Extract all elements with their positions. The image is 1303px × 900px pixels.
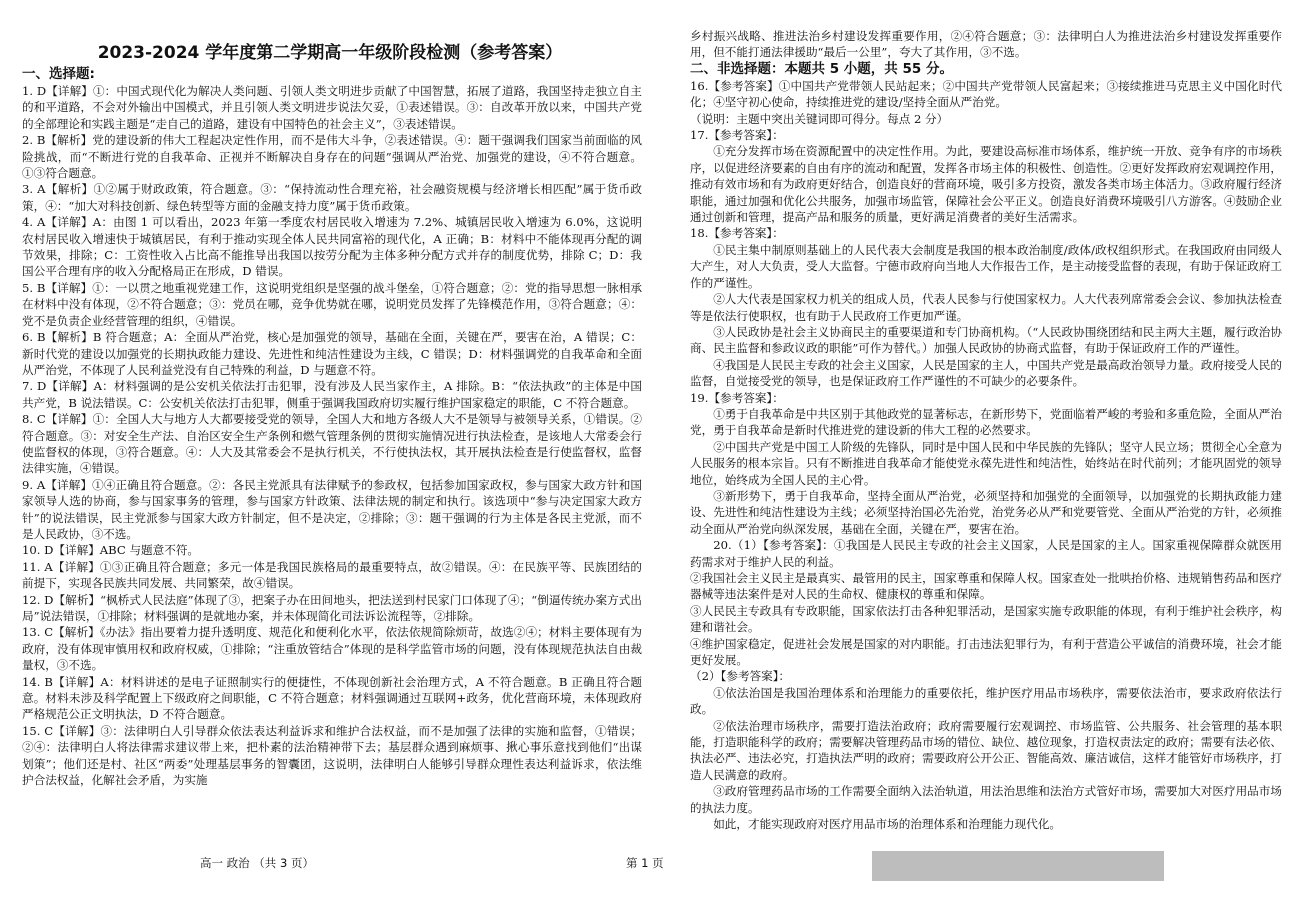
answer-20-part-1: 20.（1）【参考答案】：①我国是人民民主专政的社会主义国家，人民是国家的主人。国家重视保障群众就医用药需求对于维护人民的利益。 — [690, 538, 1282, 569]
answer-19-point-1: ①勇于自我革命是中共区别于其他政党的显著标志，在新形势下，党面临着严峻的考验和多重危险，全面从严治党，勇于自我革命是新时代推进党的建设新的伟大工程的必然要求。 — [690, 406, 1282, 438]
answer-15-continued: 乡村振兴战略、推进法治乡村建设发挥重要作用，②④符合题意；③：法律明白人为推进法治乡村建设发挥重要作用，但不能打通法律援助“最后一公里”，夸大了其作用，③不选。 — [690, 29, 1282, 60]
footer-page-number: 第 1 页 — [626, 856, 664, 870]
answer-item-6: 6. B【解析】B 符合题意；A：全面从严治党，核心是加强党的领导，基础在全面，关键在严，要害在治，A 错误；C：新时代党的建设以加强党的长期执政能力建设、先进性和纯洁性建设为主线，C 错误；D：材料强调党的自我革命和全面从严治党，不体现了人民利益党没有自己特殊的利益，D 与题意不符。 — [22, 330, 642, 377]
answer-item-13: 13. C【解析】《办法》指出要着力提升透明度、规范化和便利化水平，依法依规简除烦苛，故选②④；材料主要体现有为政府，没有体现审慎用权和政府权威，①排除；“注重放管结合”体现的是科学监管市场的问题，没有体现规范执法自由裁量权，③不选。 — [22, 625, 642, 673]
answer-20-point-4: ④维护国家稳定，促进社会发展是国家的对内职能。打击违法犯罪行为，有利于营造公平诚信的消费环境，社会才能更好发展。 — [690, 636, 1282, 668]
answer-20-part-2-heading: （2）【参考答案】： — [690, 669, 791, 684]
answer-item-12: 12. D【解析】“枫桥式人民法庭”体现了③，把案子办在田间地头，把法送到村民家门口体现了④；“倒逼传统办案方式出局”说法错误，①排除；材料强调的是就地办案，并未体现简化司法诉讼流程等，②排除。 — [22, 592, 642, 623]
section-heading-nonchoice: 二、非选择题：本题共 5 小题，共 55 分。 — [690, 60, 953, 77]
answer-item-15: 15. C【详解】③：法律明白人引导群众依法表达利益诉求和维护合法权益，而不是加强了法律的实施和监督，①错误；②④：法律明白人将法律需求建议带上来，把朴素的法治精神带下去；基层群众遇到麻烦事、揪心事乐意找到他们“出谋划策”；他们还是村、社区“两委”处理基层事务的智囊团，这说明，法律明白人能够引导群众理性表达利益诉求，依法维护合法权益，化解社会矛盾，为实施 — [22, 723, 642, 788]
answer-17-heading: 17.【参考答案】： — [690, 128, 784, 143]
answer-item-1: 1. D【详解】①：中国式现代化为解决人类问题、引领人类文明进步贡献了中国智慧，拓展了道路，我国坚持走独立自主的和平道路，不会对外输出中国模式，并且引领人类文明进步说法欠妥，①表述错误。③：自改革开放以来，中国共产党的全部理论和实践主题是“走自己的道路，建设有中国特色的社会主义”，③表述错误。 — [22, 84, 642, 131]
answer-18-point-4: ④我国是人民民主专政的社会主义国家，人民是国家的主人，中国共产党是最高政治领导力量。政府接受人民的监督，自觉接受党的领导，也是保证政府工作严谨性的不可缺少的必要条件。 — [690, 357, 1282, 389]
answer-20-conclusion: 如此，才能实现政府对医疗用品市场的治理体系和治理能力现代化。 — [713, 817, 1062, 832]
answer-item-9: 9. A【详解】①④正确且符合题意。②：各民主党派具有法律赋予的参政权，包括参加国家政权，参与国家大政方针和国家领导人选的协商，参与国家事务的管理，参与国家方针政策、法律法规的制定和执行。该选项中“参与决定国家大政方针”的说法错误，民主党派参与国家大政方针制定，但不是决定，②排除；③：题干强调的行为主体是各民主党派，而不是人民政协，③不选。 — [22, 477, 642, 541]
redaction-box — [872, 851, 1164, 881]
left-column — [22, 66, 642, 788]
answer-item-11: 11. A【详解】①③正确且符合题意；多元一体是我国民族格局的最重要特点，故②错误。④：在民族平等、民族团结的前提下，实现各民族共同发展、共同繁荣，故④错误。 — [22, 559, 642, 591]
answer-19-point-2: ②中国共产党是中国工人阶级的先锋队，同时是中国人民和中华民族的先锋队；坚守人民立场；贯彻全心全意为人民服务的根本宗旨。只有不断推进自我革命才能使党永葆先进性和纯洁性，始终站在时代前列；才能巩固党的领导地位，始终成为全国人民的主心骨。 — [690, 439, 1282, 487]
page-title: 2023-2024 学年度第二学期高一年级阶段检测（参考答案） — [97, 43, 563, 63]
answer-16-note: （说明：主题中突出关键词即可得分。每点 2 分） — [690, 111, 949, 126]
answer-20-point-3: ③人民民主专政具有专政职能，国家依法打击各种犯罪活动，是国家实施专政职能的体现，有利于维护社会秩序，构建和谐社会。 — [690, 603, 1282, 635]
answer-20-point-2: ②我国社会主义民主是最真实、最管用的民主，国家尊重和保障人权。国家查处一批哄抬价格、违规销售药品和医疗器械等违法案件是对人民的生命权、健康权的尊重和保障。 — [690, 571, 1282, 602]
answer-item-4: 4. A【详解】A：由图 1 可以看出，2023 年第一季度农村居民收入增速为 7.2%、城镇居民收入增速为 6.0%，这说明农村居民收入增速快于城镇居民，有利于推动实现全体人民共同富裕的现代化，A 正确；B：材料中不能体现再分配的调节效果，排除；C：工资性收入占比高不能推导出我国以按劳分配为主体多种分配方式并存的制度优势，排除 C；D：我国公平合理有序的收入分配格局正在形成，D 错误。 — [22, 215, 642, 279]
footer-subject: 高一 政治 （共 3 页） — [200, 856, 314, 870]
answer-item-8: 8. C【详解】①：全国人大与地方人大都要接受党的领导，全国人大和地方各级人大不是领导与被领导关系，①错误。②符合题意。③：对安全生产法、自治区安全生产条例和燃气管理条例的贯彻实施情况进行执法检查，是该地人大常委会行使监督权的体现，③符合题意。④：人大及其常委会不是执行机关，不行使执法权，其开展执法检查是行使监督权，监督法律实施，④错误。 — [22, 412, 642, 476]
answer-18-point-2: ②人大代表是国家权力机关的组成人员，代表人民参与行使国家权力。人大代表列席常委会会议、参加执法检查等是依法行使职权，也有助于人民政府工作更加严谨。 — [690, 292, 1282, 323]
section-heading-choice: 一、选择题: — [22, 66, 95, 82]
answer-20-part-2-point-3: ③政府管理药品市场的工作需要全面纳入法治轨道，用法治思维和法治方式管好市场，需要加大对医疗用品市场的执法力度。 — [690, 784, 1282, 815]
answer-18-point-1: ①民主集中制原则基础上的人民代表大会制度是我国的根本政治制度/政体/政权组织形式。在我国政府由同级人大产生，对人大负责，受人大监督。宁德市政府向当地人大作报告工作，是主动接受监督的表现，有助于保证政府工作的严谨性。 — [690, 242, 1282, 290]
answer-19-point-3: ③新形势下，勇于自我革命，坚持全面从严治党，必须坚持和加强党的全面领导，以加强党的长期执政能力建设、先进性和纯洁性建设为主线；必须坚持治国必先治党，治党务必从严和党要管党、全面从严治党的方针，必须推动全面从严治党向纵深发展，基础在全面，关键在严，要害在治。 — [690, 488, 1282, 536]
answer-17-body: ①充分发挥市场在资源配置中的决定性作用。为此，要建设高标准市场体系，维护统一开放、竞争有序的市场秩序，以促进经济要素的自由有序的流动和配置，发挥各市场主体的积极性、创造性。②更好发挥政府宏观调控作用，推动有效市场和有为政府更好结合，创造良好的营商环境，吸引多方投资，激发各类市场主体活力。③政府履行经济职能，通过加强和优化公共服务，加强市场监管，保障社会公平正义。创造良好消费环境吸引八方游客。④鼓励企业通过创新和管理，提高产品和服务的质量，更好满足消费者的美好生活需求。 — [690, 144, 1282, 225]
answer-18-heading: 18.【参考答案】： — [690, 226, 784, 241]
answer-item-14: 14. B【详解】A：材料讲述的是电子证照制实行的便捷性，不体现创新社会治理方式，A 不符合题意。B 正确且符合题意。材料未涉及科学配置上下级政府之间职能，C 不符合题意；材料强调通过互联网+政务，优化营商环境，未体现政府严格规范公正文明执法，D 不符合题意。 — [22, 674, 642, 722]
answer-item-7: 7. D【详解】A：材料强调的是公安机关依法打击犯罪，没有涉及人民当家作主，A 排除。B：“依法执政”的主体是中国共产党，B 说法错误。C：公安机关依法打击犯罪，侧重于强调我国政府切实履行维护国家稳定的职能，C 不符合题意。 — [22, 379, 642, 410]
right-column — [690, 28, 1282, 833]
answer-20-part-2-point-2: ②依法治理市场秩序，需要打造法治政府；政府需要履行宏观调控、市场监管、公共服务、社会管理的基本职能，打造职能科学的政府；需要解决管理药品市场的错位、缺位、越位现象，打造权责法定的政府；需要有法必依、执法必严、违法必究，打造执法严明的政府；需要政府公开公正、智能高效、廉洁诚信，这样才能管好市场秩序，打造人民满意的政府。 — [690, 718, 1282, 782]
answer-item-2: 2. B【解析】党的建设新的伟大工程起决定性作用，而不是伟大斗争，②表述错误。④：题干强调我们国家当前面临的风险挑战，而“不断进行党的自我革命、正视并不断解决自身存在的问题”强调从严治党、加强党的建设，④不符合题意。①③符合题意。 — [22, 133, 642, 181]
answer-16: 16.【参考答案】①中国共产党带领人民站起来；②中国共产党带领人民富起来；③接续推进马克思主义中国化时代化；④坚守初心使命，持续推进党的建设/坚持全面从严治党。 — [690, 78, 1282, 110]
answer-item-10: 10. D【详解】ABC 与题意不符。 — [22, 543, 200, 558]
answer-item-5: 5. B【详解】①：一以贯之地重视党建工作，这说明党组织是坚强的战斗堡垒，①符合题意；②：党的指导思想一脉相承在材料中没有体现，②不符合题意；③：党员在哪，竞争优势就在哪，说明党员发挥了先锋模范作用，③符合题意；④：党不是负责企业经营管理的组织，④错误。 — [22, 280, 642, 328]
answer-19-heading: 19.【参考答案】： — [690, 390, 784, 405]
answer-item-3: 3. A【解析】①②属于财政政策，符合题意。③：“保持流动性合理充裕，社会融资规模与经济增长相匹配”属于货币政策，④：“加大对科技创新、绿色转型等方面的金融支持力度”属于货币政策。 — [22, 182, 642, 213]
answer-18-point-3: ③人民政协是社会主义协商民主的重要渠道和专门协商机构。（“人民政协围绕团结和民主两大主题，履行政治协商、民主监督和参政议政的职能”可作为替代。）加强人民政协的协商式监督，有助于保证政府工作的严谨性。 — [690, 324, 1282, 356]
answer-20-part-2-point-1: ①依法治国是我国治理体系和治理能力的重要依托，维护医疗用品市场秩序，需要依法治市，要求政府依法行政。 — [690, 685, 1282, 717]
